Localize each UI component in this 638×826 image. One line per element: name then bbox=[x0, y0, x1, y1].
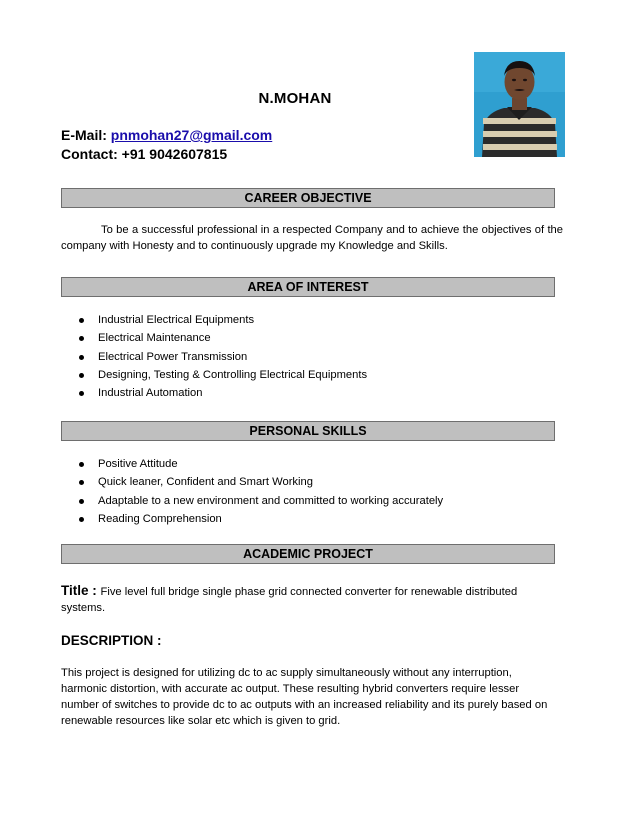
career-objective-text-content: To be a successful professional in a respected Company and to achieve the objectives of the company with Honesty and to continuously upgrade my Knowledge and Skills. bbox=[61, 224, 563, 252]
list-item bbox=[61, 473, 443, 491]
project-title-label: Title : bbox=[61, 583, 101, 598]
bullet-icon bbox=[79, 318, 84, 323]
list-item bbox=[61, 455, 443, 473]
list-item-text: Electrical Maintenance bbox=[98, 332, 211, 345]
email-label: E-Mail: bbox=[61, 127, 111, 143]
career-objective-heading: CAREER OBJECTIVE bbox=[61, 188, 555, 208]
profile-photo-image bbox=[474, 52, 565, 157]
bullet-icon bbox=[79, 462, 84, 467]
area-of-interest-list bbox=[61, 311, 367, 402]
candidate-name: N.MOHAN bbox=[258, 90, 332, 107]
list-item bbox=[61, 329, 367, 347]
bullet-icon bbox=[79, 336, 84, 341]
list-item-text: Industrial Automation bbox=[98, 387, 203, 400]
project-description: This project is designed for utilizing dc to ac supply simultaneously without any interruption, harmonic distortion, with accurate ac output. These resulting hybrid converters require lesser number of switches to provide dc to ac outputs with an increased reliability and its purely based on renewable resources like solar etc which is given to grid. bbox=[61, 667, 548, 727]
project-title-text: Five level full bridge single phase grid connected converter for renewable distributed systems. bbox=[61, 586, 518, 614]
bullet-icon bbox=[79, 391, 84, 396]
list-item bbox=[61, 366, 367, 384]
list-item-text: Reading Comprehension bbox=[98, 512, 222, 525]
list-item-text: Adaptable to a new environment and committed to working accurately bbox=[98, 494, 444, 507]
area-of-interest-heading: AREA OF INTEREST bbox=[61, 277, 555, 297]
email-link[interactable]: pnmohan27@gmail.com bbox=[110, 127, 273, 143]
list-item bbox=[61, 348, 367, 366]
bullet-icon bbox=[79, 355, 84, 360]
description-heading: DESCRIPTION : bbox=[61, 633, 162, 648]
bullet-icon bbox=[79, 517, 84, 522]
email-line bbox=[61, 127, 272, 143]
bullet-icon bbox=[79, 373, 84, 378]
bullet-icon bbox=[79, 480, 84, 485]
list-item-text: Positive Attitude bbox=[98, 458, 178, 470]
contact-phone: Contact: +91 9042607815 bbox=[61, 146, 228, 162]
list-item-text: Designing, Testing & Controlling Electrical Equipments bbox=[98, 368, 368, 381]
list-item bbox=[61, 492, 443, 510]
list-item bbox=[61, 510, 443, 528]
list-item bbox=[61, 384, 367, 402]
personal-skills-heading: PERSONAL SKILLS bbox=[61, 421, 555, 441]
bullet-icon bbox=[79, 499, 84, 504]
list-item-text: Quick leaner, Confident and Smart Working bbox=[98, 476, 313, 489]
list-item-text: Industrial Electrical Equipments bbox=[98, 314, 255, 326]
list-item-text: Electrical Power Transmission bbox=[98, 350, 248, 363]
academic-project-heading: ACADEMIC PROJECT bbox=[61, 544, 555, 564]
list-item bbox=[61, 311, 367, 329]
personal-skills-list bbox=[61, 455, 443, 528]
profile-photo bbox=[474, 52, 565, 157]
project-title bbox=[61, 583, 561, 616]
career-objective-text bbox=[61, 222, 563, 254]
